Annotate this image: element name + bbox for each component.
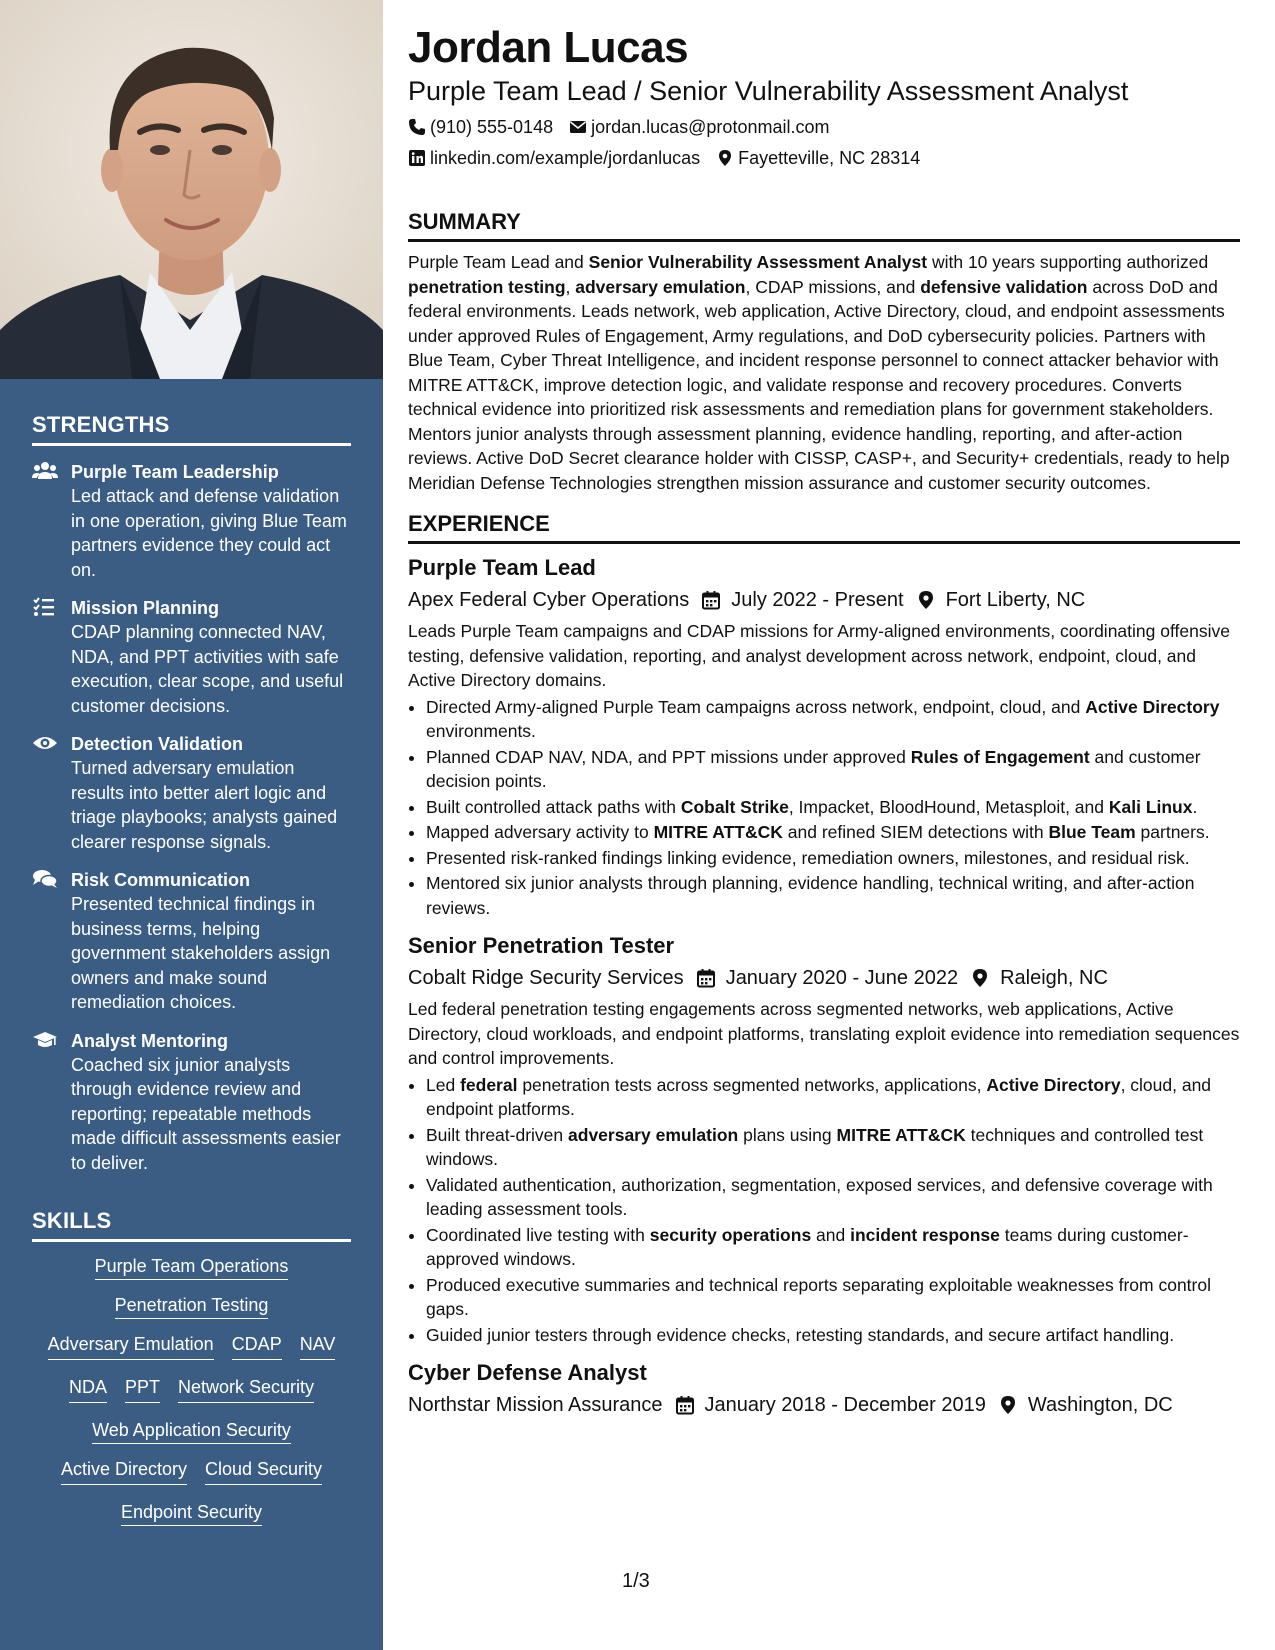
- skill-tag: CDAP: [232, 1332, 282, 1360]
- map-pin-icon: [716, 149, 734, 167]
- skills-list: [32, 1254, 351, 1524]
- skill-tag: Endpoint Security: [121, 1502, 262, 1526]
- job-meta: [408, 965, 1240, 991]
- skill-row: [32, 1293, 351, 1317]
- skill-row: [32, 1418, 351, 1442]
- strength-title: Purple Team Leadership: [71, 462, 279, 482]
- strength-item: [32, 460, 351, 582]
- calendar-icon: [675, 1395, 695, 1415]
- calendar-icon: [696, 968, 716, 988]
- skill-tag: Web Application Security: [92, 1420, 291, 1444]
- experience-section: [408, 511, 1240, 1418]
- contact-row: [408, 147, 1240, 169]
- job-bullet: • Led federal penetration tests across segmented networks, applications, Active Directory, cloud, and endpoint platforms.: [426, 1073, 1240, 1122]
- graduation-cap-icon: [32, 1030, 58, 1050]
- strength-description: Turned adversary emulation results into better alert logic and triage playbooks; analysts gained clearer response signals.: [71, 758, 338, 852]
- job-title: Senior Penetration Tester: [408, 933, 675, 958]
- skill-row: [32, 1254, 351, 1278]
- skill-tag: PPT: [125, 1375, 160, 1403]
- location-text: Fayetteville, NC 28314: [738, 148, 921, 168]
- skill-tag: Active Directory: [61, 1457, 187, 1485]
- experience-heading: EXPERIENCE: [408, 511, 1240, 544]
- strength-description: Coached six junior analysts through evidence review and reporting; repeatable methods made difficult assessments easier to deliver.: [71, 1054, 341, 1173]
- contact-row: [408, 116, 1240, 138]
- job-intro: Leads Purple Team campaigns and CDAP missions for Army-aligned environments, coordinating offensive testing, defensive validation, reporting, and analyst development across network, endpoint, cloud, and Active Directory domains.: [408, 621, 1230, 690]
- main-content: [408, 22, 1240, 1418]
- job-title: Purple Team Lead: [408, 555, 596, 580]
- strength-description: CDAP planning connected NAV, NDA, and PPT activities with safe execution, clear scope, and useful customer decisions.: [71, 622, 344, 716]
- strength-description: Led attack and defense validation in one operation, giving Blue Team partners evidence they could act on.: [71, 486, 347, 580]
- eye-icon: [32, 733, 58, 753]
- job-bullet: • Directed Army-aligned Purple Team campaigns across network, endpoint, cloud, and Active Directory environments.: [426, 695, 1240, 744]
- calendar-icon: [701, 590, 721, 610]
- map-pin-icon: [998, 1395, 1018, 1415]
- skills-section: [32, 1208, 351, 1524]
- page-number: 1/3: [622, 1570, 650, 1592]
- skill-tag: Cloud Security: [205, 1457, 322, 1485]
- strengths-heading: STRENGTHS: [32, 412, 351, 446]
- strength-item: [32, 596, 351, 718]
- job-bullet: • Mentored six junior analysts through planning, evidence handling, technical writing, and after-action reviews.: [426, 871, 1240, 920]
- job-meta: [408, 1392, 1240, 1418]
- job-bullet: • Planned CDAP NAV, NDA, and PPT missions under approved Rules of Engagement and customer decision points.: [426, 745, 1240, 794]
- skill-tag: NAV: [300, 1332, 336, 1360]
- strength-title: Detection Validation: [71, 734, 244, 754]
- linkedin-icon: [408, 149, 426, 167]
- job-dates: January 2020 - June 2022: [725, 967, 959, 989]
- job-location: Washington, DC: [1027, 1394, 1173, 1416]
- job-location: Raleigh, NC: [1000, 967, 1108, 989]
- candidate-name: Jordan Lucas: [408, 23, 689, 72]
- strength-item: [32, 1029, 351, 1176]
- job-bullet: • Validated authentication, authorization, segmentation, exposed services, and defensive coverage with leading assessment tools.: [426, 1173, 1240, 1222]
- job-entry: [408, 1359, 1240, 1418]
- job-bullet: • Built controlled attack paths with Cobalt Strike, Impacket, BloodHound, Metasploit, and Kali Linux.: [426, 795, 1240, 820]
- strength-description: Presented technical findings in business terms, helping government stakeholders assign owners and make sound remediation choices.: [71, 894, 331, 1012]
- profile-photo: [0, 0, 383, 379]
- skills-heading: SKILLS: [32, 1208, 351, 1242]
- strength-title: Analyst Mentoring: [71, 1030, 229, 1051]
- summary-section: [408, 209, 1240, 495]
- skill-tag: Network Security: [178, 1375, 314, 1403]
- comments-icon: [32, 869, 58, 889]
- job-title: Cyber Defense Analyst: [408, 1360, 647, 1385]
- map-pin-icon: [916, 590, 936, 610]
- job-intro: Led federal penetration testing engagements across segmented networks, web applications, Active Directory, cloud workloads, and endpoint platforms, translating exploit evidence into remediation sequences and control improvements.: [408, 999, 1240, 1068]
- strength-item: [32, 868, 351, 1015]
- sidebar: [0, 0, 383, 1650]
- job-meta: [408, 587, 1240, 613]
- company-name: Apex Federal Cyber Operations: [408, 589, 690, 611]
- users-icon: [32, 461, 58, 481]
- job-dates: July 2022 - Present: [731, 589, 904, 611]
- job-bullet: • Built threat-driven adversary emulation plans using MITRE ATT&CK techniques and controlled test windows.: [426, 1123, 1240, 1172]
- email-contact[interactable]: [569, 116, 829, 138]
- skill-row: [32, 1500, 351, 1524]
- map-pin-icon: [970, 968, 990, 988]
- job-bullet: • Coordinated live testing with security operations and incident response teams during customer-approved windows.: [426, 1223, 1240, 1272]
- job-bullets: [408, 695, 1240, 921]
- company-name: Northstar Mission Assurance: [408, 1394, 663, 1416]
- company-name: Cobalt Ridge Security Services: [408, 967, 684, 989]
- envelope-icon: [569, 118, 587, 136]
- linkedin-url[interactable]: linkedin.com/example/jordanlucas: [430, 148, 701, 168]
- strength-title: Mission Planning: [71, 598, 220, 618]
- summary-text: Purple Team Lead and Senior Vulnerability Assessment Analyst with 10 years supporting authorized penetration testing, adversary emulation, CDAP missions, and defensive validation across DoD and federal environments. Leads network, web application, Active Directory, cloud, and endpoint assessments under approved Rules of Engagement, Army regulations, and DoD cybersecurity policies. Partners with Blue Team, Cyber Threat Intelligence, and incident response personnel to connect attacker behavior with MITRE ATT&CK, improve detection logic, and validate response and recovery procedures. Converts technical evidence into prioritized risk assessments and remediation plans for government stakeholders. Mentors junior analysts through assessment planning, evidence handling, reporting, and after-action reviews. Active DoD Secret clearance holder with CISSP, CASP+, and Security+ credentials, ready to help Meridian Defense Technologies strengthen mission assurance and customer security outcomes.: [408, 252, 1230, 493]
- job-location: Fort Liberty, NC: [945, 589, 1086, 611]
- strengths-section: [32, 412, 351, 1175]
- job-bullet: • Guided junior testers through evidence checks, retesting standards, and secure artifact handling.: [426, 1323, 1240, 1348]
- job-bullet: • Mapped adversary activity to MITRE ATT&CK and refined SIEM detections with Blue Team partners.: [426, 820, 1240, 845]
- skill-tag: Penetration Testing: [115, 1295, 269, 1319]
- phone-number: (910) 555-0148: [430, 117, 554, 137]
- strength-item: [32, 732, 351, 854]
- email-address[interactable]: jordan.lucas@protonmail.com: [591, 117, 830, 137]
- job-entry: [408, 554, 1240, 920]
- job-entry: [408, 932, 1240, 1347]
- phone-contact: [408, 116, 553, 138]
- phone-icon: [408, 118, 426, 136]
- skill-tag: Adversary Emulation: [48, 1332, 214, 1360]
- skill-tag: NDA: [69, 1375, 107, 1403]
- job-bullet: • Produced executive summaries and technical reports separating exploitable weaknesses from control gaps.: [426, 1273, 1240, 1322]
- location-contact: [716, 147, 920, 169]
- list-check-icon: [32, 597, 58, 617]
- summary-heading: SUMMARY: [408, 209, 1240, 242]
- skill-tag: Purple Team Operations: [95, 1256, 289, 1280]
- strength-title: Risk Communication: [71, 870, 251, 890]
- job-bullet: • Presented risk-ranked findings linking evidence, remediation owners, milestones, and residual risk.: [426, 846, 1240, 871]
- job-dates: January 2018 - December 2019: [704, 1394, 986, 1416]
- linkedin-contact[interactable]: [408, 147, 700, 169]
- job-bullets: [408, 1073, 1240, 1348]
- candidate-role: Purple Team Lead / Senior Vulnerability Assessment Analyst: [408, 76, 1129, 106]
